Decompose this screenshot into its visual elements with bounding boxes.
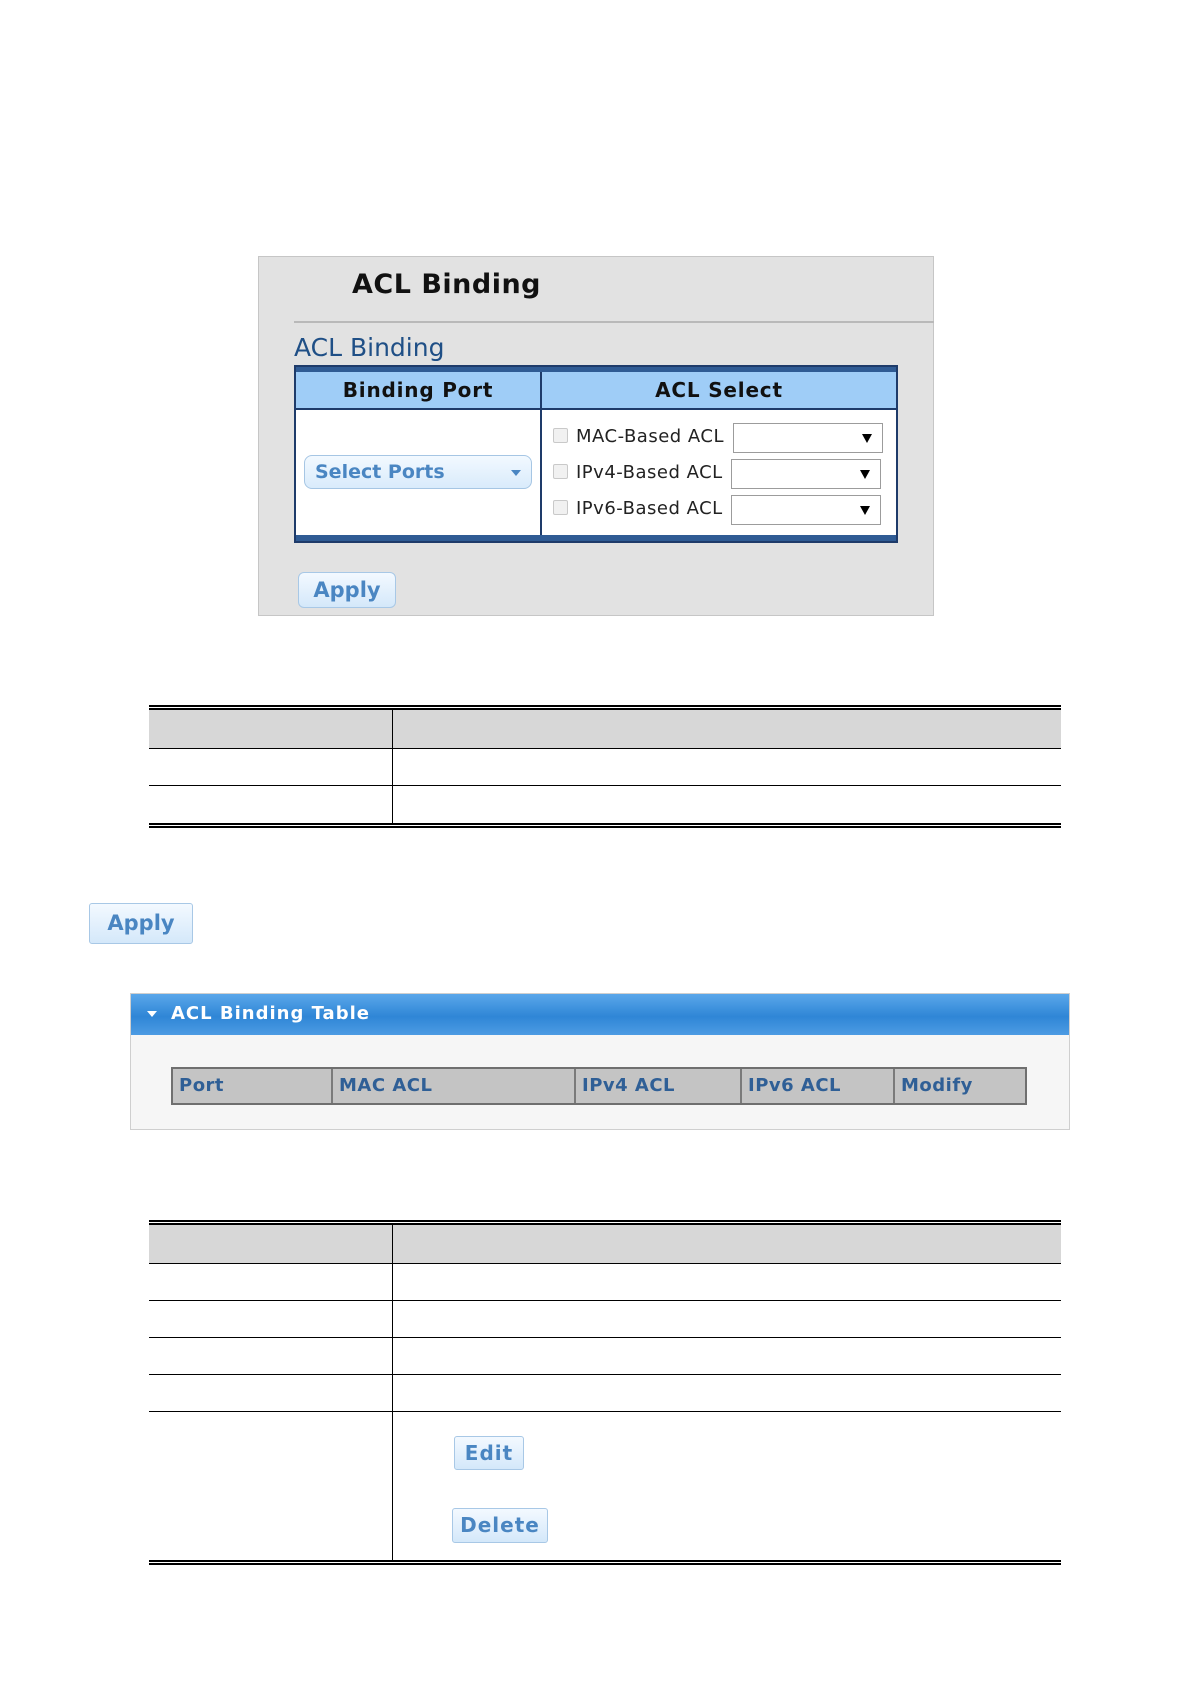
row-divider — [149, 1337, 1061, 1338]
ipv4-acl-select[interactable] — [731, 459, 881, 489]
chevron-down-icon — [511, 470, 521, 476]
column-header-mac-acl: MAC ACL — [339, 1075, 433, 1096]
dropdown-arrow-icon — [860, 470, 870, 479]
description-table-1 — [149, 705, 1061, 828]
acl-binding-panel — [258, 256, 934, 616]
table-header-row — [149, 1225, 1061, 1263]
table-bottom-rule — [149, 1560, 1061, 1565]
column-header-ipv6-acl: IPv6 ACL — [748, 1075, 842, 1096]
ipv6-acl-label: IPv6-Based ACL — [576, 498, 723, 519]
table-header-row — [149, 710, 1061, 748]
row-divider — [149, 1300, 1061, 1301]
mac-acl-checkbox[interactable] — [553, 428, 568, 443]
dropdown-arrow-icon — [860, 506, 870, 515]
table-bottom-bar — [296, 535, 896, 541]
ipv6-acl-checkbox[interactable] — [553, 500, 568, 515]
select-ports-dropdown[interactable] — [304, 455, 532, 489]
ipv4-acl-label: IPv4-Based ACL — [576, 462, 723, 483]
mac-acl-select[interactable] — [733, 423, 883, 453]
column-header-port: Port — [179, 1075, 225, 1096]
collapse-arrow-icon[interactable] — [147, 1011, 157, 1017]
row-divider — [149, 1374, 1061, 1375]
edit-button[interactable]: Edit — [454, 1436, 524, 1470]
column-divider — [540, 372, 542, 535]
row-divider — [149, 785, 1061, 786]
acl-binding-table-panel — [130, 993, 1070, 1130]
table-title: ACL Binding Table — [171, 1003, 370, 1024]
acl-binding-table-header — [171, 1067, 1027, 1105]
apply-button-standalone[interactable]: Apply — [89, 903, 193, 944]
ipv4-acl-row — [553, 459, 885, 489]
column-divider — [392, 1225, 393, 1560]
table-title-bar[interactable] — [131, 994, 1069, 1035]
acl-select-header: ACL Select — [542, 372, 896, 410]
dropdown-arrow-icon — [862, 434, 872, 443]
table-bottom-rule — [149, 823, 1061, 828]
ipv4-acl-checkbox[interactable] — [553, 464, 568, 479]
column-header-ipv4-acl: IPv4 ACL — [582, 1075, 676, 1096]
row-divider — [149, 748, 1061, 749]
page-title: ACL Binding — [352, 269, 542, 300]
ipv6-acl-select[interactable] — [731, 495, 881, 525]
column-header-modify: Modify — [901, 1075, 973, 1096]
mac-acl-label: MAC-Based ACL — [576, 426, 725, 447]
select-ports-label: Select Ports — [315, 461, 445, 483]
binding-port-header: Binding Port — [296, 372, 540, 410]
row-divider — [149, 1263, 1061, 1264]
acl-binding-form-table — [294, 365, 898, 543]
section-title: ACL Binding — [294, 333, 445, 362]
ipv6-acl-row — [553, 495, 885, 525]
title-divider — [294, 321, 934, 323]
column-divider — [392, 710, 393, 823]
apply-button[interactable]: Apply — [298, 572, 396, 608]
row-divider — [149, 1411, 1061, 1412]
mac-acl-row — [553, 423, 885, 453]
description-table-2 — [149, 1220, 1061, 1565]
delete-button[interactable]: Delete — [452, 1508, 548, 1543]
